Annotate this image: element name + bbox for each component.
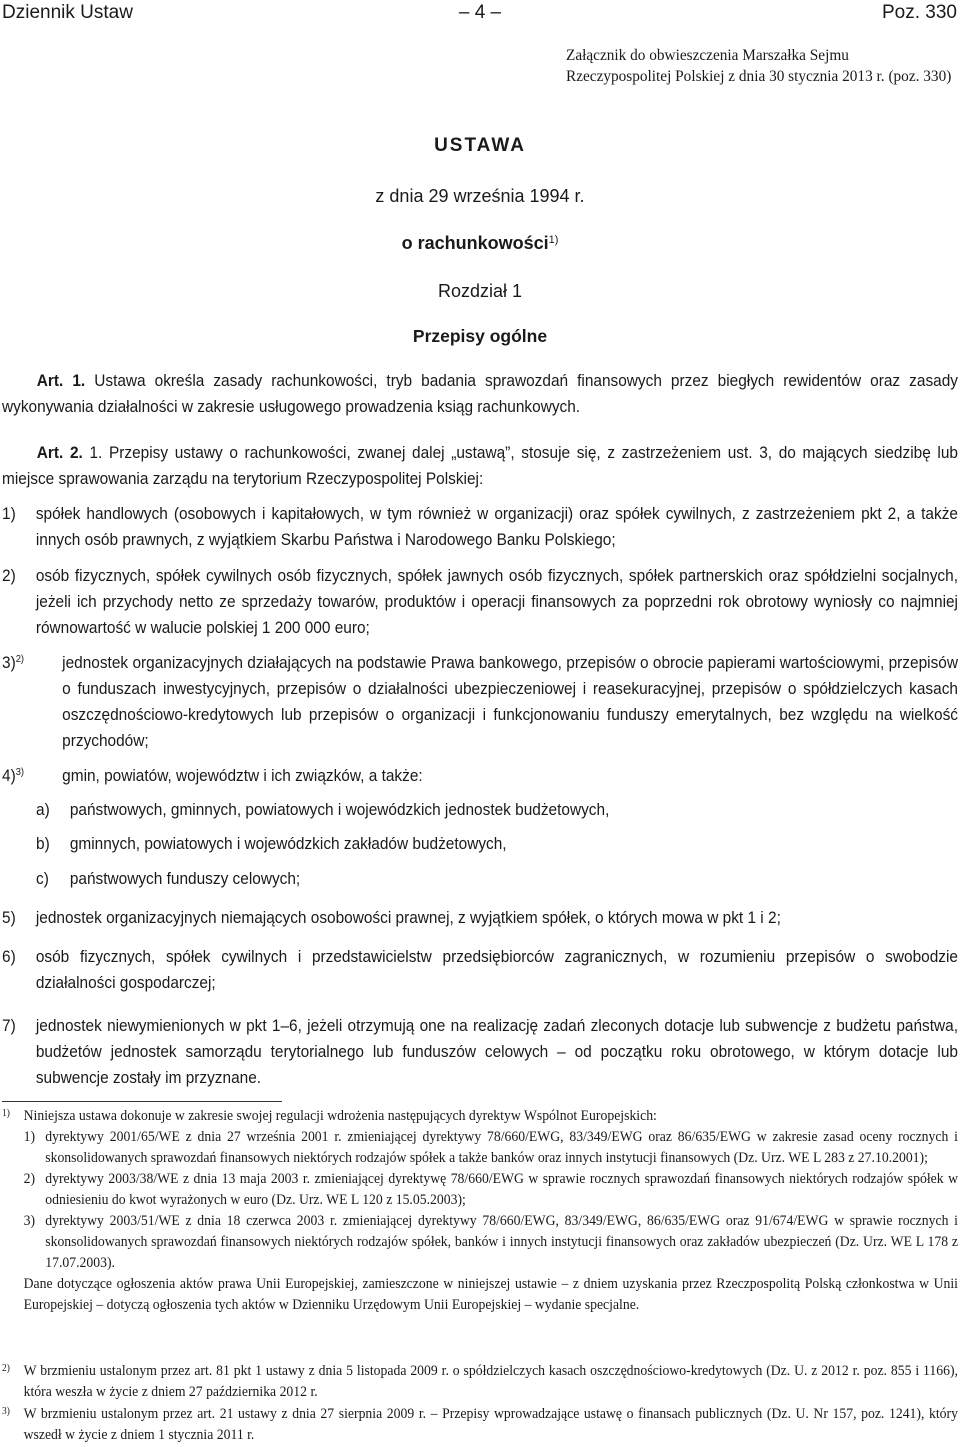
footnote-mark: 1) (2, 1108, 10, 1119)
footnote-2: 2) W brzmieniu ustalonym przez art. 81 pkt 1 ustawy z dnia 5 listopada 2009 r. o spółdzielczych kasach oszczędnościowo-kredytowych (Dz. U. z 2012 r. poz. 855 i 1166), która weszła w życie z dniem 27 października 2012 r. (2, 1361, 958, 1403)
list-item: 7) jednostek niewymienionych w pkt 1–6, jeżeli otrzymują one na realizację zadań zleconych dotacje lub subwencje z budżetu państwa, budżetów jednostek samorządu terytorialnego lub funduszów celowych – od początku roku obrotowego, w którym dotacje lub subwencje zostały im przyznane. (2, 1017, 958, 1087)
footnote-divider (2, 1101, 282, 1102)
list-subitem: c) państwowych funduszy celowych; (36, 870, 301, 888)
list-subitem: a) państwowych, gminnych, powiatowych i wojewódzkich jednostek budżetowych, (36, 801, 610, 819)
list-item: 5) jednostek organizacyjnych niemających osobowości prawnej, z wyjątkiem spółek, o których mowa w pkt 1 i 2; (2, 909, 781, 927)
subject-text: o rachunkowości (401, 233, 549, 253)
list-item: 2) osób fizycznych, spółek cywilnych osób fizycznych, spółek jawnych osób fizycznych, spółek partnerskich oraz spółdzielni socjalnych, jeżeli ich przychody netto ze sprzedaży towarów, produktów i operacji finansowych za poprzedni rok obrotowy wyniosły co najmniej równowartość w walucie polskiej 1 200 000 euro; (2, 567, 958, 637)
list-item: 4)$^{3)}$ gmin, powiatów, województw i ich związków, a także: (2, 767, 423, 785)
document-title: USTAWA (434, 135, 526, 156)
footnote-subitem: 2) dyrektywy 2003/38/WE z dnia 13 maja 2003 r. zmieniającej dyrektywę 78/660/EWG w sprawie rocznych sprawozdań finansowych niektórych rodzajów spółek w odniesieniu do kwot wyrażonych w euro (Dz. Urz. WE L 120 z 15.05.2003); (23, 1171, 958, 1208)
list-item: 1) spółek handlowych (osobowych i kapitałowych, w tym również w organizacji) oraz spółek cywilnych, z zastrzeżeniem pkt 2, a także innych osób prawnych, z wyjątkiem Skarbu Państwa i Narodowego Banku Polskiego; (2, 505, 958, 549)
chapter-number: Rozdział 1 (437, 281, 523, 301)
list-subitem: b) gminnych, powiatowych i wojewódzkich zakładów budżetowych, (36, 835, 507, 853)
footnote-1: 1) Niniejsza ustawa dokonuje w zakresie swojej regulacji wdrożenia następujących dyrektyw Wspólnot Europejskich: 1) dyrektywy 2001/65/WE z dnia 27 września 2001 r. zmieniającej dyrektywy 78/660/EWG, 83/349/EWG oraz 86/635/EWG w zakresie zasad oceny rocznych i skonsolidowanych sprawozdań finansowych niektórych rodzajów spółek a także banków oraz innych instytucji finansowych (Dz. Urz. WE L 283 z 27.10.2001); 2) dyrektywy 2003/38/WE z dnia 13 maja 2003 r. zmieniającej dyrektywę 78/660/EWG w sprawie rocznych sprawozdań finansowych niektórych rodzajów spółek w odniesieniu do kwot wyrażonych w euro (Dz. Urz. WE L 120 z 15.05.2003); 3) dyrektywy 2003/51/WE z dnia 18 czerwca 2003 r. zmieniającej dyrektywy 78/660/EWG, 83/349/EWG, 86/635/EWG oraz 91/674/EWG w sprawie rocznych i skonsolidowanych sprawozdań finansowych niektórych rodzajów spółek, banków i innych instytucji finansowych oraz zakładów ubezpieczeń (Dz. Urz. WE L 178 z 17.07.2003). Dane dotyczące ogłoszenia aktów prawa Unii Europejskiej, zamieszczone w niniejszej ustawie – z dniem uzyskania przez Rzeczpospolitą Polską członkostwa w Unii Europejskiej – dotyczą ogłoszenia tych aktów w Dzienniku Urzędowym Unii Europejskiej – wydanie specjalne. (2, 1106, 958, 1316)
footnote-closing: Dane dotyczące ogłoszenia aktów prawa Unii Europejskiej, zamieszczone w niniejszej ustawie – z dniem uzyskania przez Rzeczpospolitą Polską członkostwa w Unii Europejskiej – dotyczą ogłoszenia tych aktów w Dzienniku Urzędowym Unii Europejskiej – wydanie specjalne. (23, 1276, 958, 1313)
list-item: 3)$^{2)}$ jednostek organizacyjnych działających na podstawie Prawa bankowego, przepisów o obrocie papierami wartościowymi, przepisów o funduszach inwestycyjnych, przepisów o działalności ubezpieczeniowej i reasekuracyjnej, przepisów o spółdzielczych kasach oszczędnościowo-kredytowych lub przepisów o organizacji i funkcjonowaniu funduszy emerytalnych, bez względu na wielkość przychodów; (2, 654, 958, 750)
page-header (0, 2, 960, 26)
chapter-title: Przepisy ogólne (412, 326, 548, 346)
article-2 (2, 440, 958, 492)
journal-name: Dziennik Ustaw (2, 2, 133, 23)
article-label: Art. 2. (36, 444, 83, 462)
document-date: z dnia 29 września 1994 r. (375, 186, 585, 206)
footnote-subitem: 3) dyrektywy 2003/51/WE z dnia 18 czerwca 2003 r. zmieniającej dyrektywy 78/660/EWG, 83/349/EWG, 86/635/EWG oraz 91/674/EWG w sprawie rocznych i skonsolidowanych sprawozdań finansowych niektórych rodzajów spółek, banków i innych instytucji finansowych oraz zakładów ubezpieczeń (Dz. Urz. WE L 178 z 17.07.2003). (23, 1213, 958, 1271)
footnote-subitem: 1) dyrektywy 2001/65/WE z dnia 27 września 2001 r. zmieniającej dyrektywy 78/660/EWG, 83/349/EWG oraz 86/635/EWG w zakresie zasad oceny rocznych i skonsolidowanych sprawozdań finansowych niektórych rodzajów spółek a także banków oraz innych instytucji finansowych (Dz. Urz. WE L 283 z 27.10.2001); (23, 1129, 958, 1166)
list-item: 6) osób fizycznych, spółek cywilnych i przedstawicielstw przedsiębiorców zagranicznych, w rozumieniu przepisów o swobodzie działalności gospodarczej; (2, 948, 958, 992)
annex-note: Załącznik do obwieszczenia Marszałka Sejmu Rzeczypospolitej Polskiej z dnia 30 stycznia 2013 r. (poz. 330) (566, 47, 952, 85)
page-number: – 4 – (458, 2, 502, 23)
footnote-mark: 2) (2, 1363, 10, 1374)
footnote-ref[interactable]: 3) (15, 767, 25, 778)
article-label: Art. 1. (36, 372, 86, 390)
footnote-mark: 3) (2, 1406, 10, 1417)
article-text: 1. Przepisy ustawy o rachunkowości, zwanej dalej „ustawą”, stosuje się, z zastrzeżeniem ust. 3, do mających siedzibę lub miejsce sprawowania zarządu na terytorium Rzeczypospolitej Polskiej: (2, 444, 958, 488)
document-subject (0, 233, 960, 254)
footnote-3: 3) W brzmieniu ustalonym przez art. 21 ustawy z dnia 27 sierpnia 2009 r. – Przepisy wprowadzające ustawę o finansach publicznych (Dz. U. Nr 157, poz. 1241), który wszedł w życie z dniem 1 stycznia 2011 r. (2, 1404, 958, 1446)
footnote-ref[interactable]: 1) (548, 234, 559, 246)
article-text: Ustawa określa zasady rachunkowości, tryb badania sprawozdań finansowych przez biegłych rewidentów oraz zasady wykonywania działalności w zakresie usługowego prowadzenia ksiąg rachunkowych. (2, 372, 958, 416)
footnote-ref[interactable]: 2) (15, 654, 25, 665)
article-1 (2, 368, 958, 420)
position-number: Poz. 330 (882, 2, 957, 23)
